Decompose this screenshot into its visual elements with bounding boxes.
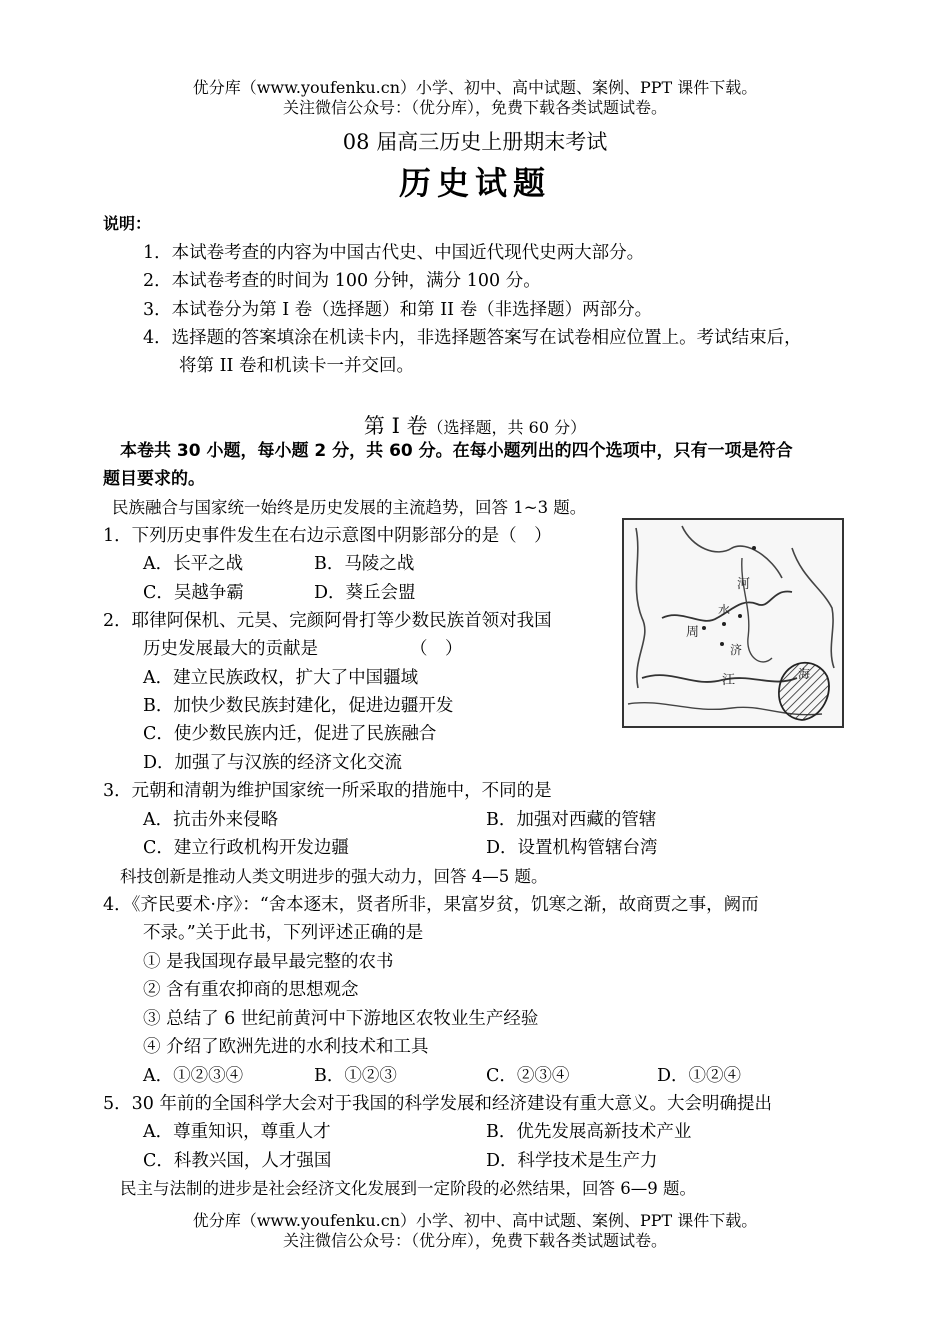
q2-option-a: A．建立民族政权，扩大了中国疆域 [143, 668, 419, 688]
section-intro-2: 题目要求的。 [103, 469, 205, 489]
section-intro-1: 本卷共 30 小题，每小题 2 分，共 60 分。在每小题列出的四个选项中，只有一项是符合 [120, 441, 793, 461]
q4-option-c: C．②③④ [486, 1066, 570, 1086]
q2-answer-paren: （ ） [410, 639, 463, 659]
group-3-intro: 民主与法制的进步是社会经济文化发展到一定阶段的必然结果，回答 6—9 题。 [120, 1179, 696, 1198]
q4-statement-2: ② 含有重农抑商的思想观念 [143, 980, 359, 1000]
map-dot [752, 546, 756, 550]
exam-title: 历史试题 [398, 164, 551, 202]
exam-subtitle: 08 届高三历史上册期末考试 [342, 130, 608, 154]
map-dot [738, 614, 742, 618]
q3-option-d: D．设置机构管辖台湾 [486, 838, 658, 858]
map-label-ji: 济 [730, 643, 743, 657]
note-item-4: 4．选择题的答案填涂在机读卡内，非选择题答案写在试卷相应位置上。考试结束后， [143, 328, 802, 348]
section-heading-sub: （选择题，共 60 分） [427, 418, 587, 437]
group-2-intro: 科技创新是推动人类文明进步的强大动力，回答 4—5 题。 [120, 867, 548, 886]
map-dot [722, 622, 726, 626]
q1-option-d: D．葵丘会盟 [314, 583, 416, 603]
q2-option-b: B．加快少数民族封建化，促进边疆开发 [143, 696, 454, 716]
q1-option-b: B．马陵之战 [314, 554, 415, 574]
note-item-1: 1．本试卷考查的内容为中国古代史、中国近代现代史两大部分。 [143, 243, 645, 263]
q5-option-b: B．优先发展高新技术产业 [486, 1122, 692, 1142]
q2-option-c: C．使少数民族内迁，促进了民族融合 [143, 724, 437, 744]
map-figure [622, 518, 844, 728]
q4-stem-2: 不录。”关于此书，下列评述正确的是 [143, 923, 424, 943]
q2-option-d: D．加强了与汉族的经济文化交流 [143, 753, 403, 773]
q3-option-a: A．抗击外来侵略 [143, 810, 279, 830]
map-label-hai: 海 [798, 667, 811, 681]
q5-option-a: A．尊重知识，尊重人才 [143, 1122, 331, 1142]
notes-label: 说明： [103, 214, 152, 233]
q2-stem-2: 历史发展最大的贡献是 [143, 639, 318, 659]
q1-option-a: A．长平之战 [143, 554, 244, 574]
q4-stem-1: 4．《齐民要术·序》：“舍本逐末，贤者所非，果富岁贫，饥寒之渐，故商贾之事，阙而 [103, 895, 759, 915]
q4-statement-1: ① 是我国现存最早最完整的农书 [143, 952, 394, 972]
q4-option-d: D．①②④ [657, 1066, 742, 1086]
q4-statement-3: ③ 总结了 6 世纪前黄河中下游地区农牧业生产经验 [143, 1009, 539, 1029]
footer-line-1: 优分库（www.youfenku.cn）小学、初中、高中试题、案例、PPT 课件下载。 [192, 1211, 758, 1230]
group-1-intro: 民族融合与国家统一始终是历史发展的主流趋势，回答 1~3 题。 [112, 498, 587, 517]
map-dot [702, 626, 706, 630]
q1-option-c: C．吴越争霸 [143, 583, 244, 603]
section-heading [0, 410, 950, 440]
map-svg [622, 518, 844, 728]
q4-statement-4: ④ 介绍了欧洲先进的水利技术和工具 [143, 1037, 429, 1057]
q1-stem: 1．下列历史事件发生在右边示意图中阴影部分的是（ ） [103, 526, 552, 546]
section-heading-main: 第 I 卷 [363, 414, 428, 438]
footer-line-2: 关注微信公众号：（优分库），免费下载各类试题试卷。 [282, 1231, 667, 1250]
note-item-4-cont: 将第 II 卷和机读卡一并交回。 [179, 356, 414, 376]
map-label-jiang: 江 [722, 673, 736, 688]
map-label-shui: 水 [718, 603, 731, 617]
map-dot [720, 642, 724, 646]
header-line-1: 优分库（www.youfenku.cn）小学、初中、高中试题、案例、PPT 课件下载。 [192, 78, 758, 97]
q4-option-a: A．①②③④ [143, 1066, 244, 1086]
q5-stem: 5．30 年前的全国科学大会对于我国的科学发展和经济建设有重大意义。大会明确提出 [103, 1094, 772, 1114]
q2-stem-1: 2．耶律阿保机、元昊、完颜阿骨打等少数民族首领对我国 [103, 611, 552, 631]
q3-stem: 3．元朝和清朝为维护国家统一所采取的措施中，不同的是 [103, 781, 552, 801]
q3-option-b: B．加强对西藏的管辖 [486, 810, 657, 830]
q5-option-c: C．科教兴国，人才强国 [143, 1151, 332, 1171]
note-item-3: 3．本试卷分为第 I 卷（选择题）和第 II 卷（非选择题）两部分。 [143, 300, 653, 320]
q5-option-d: D．科学技术是生产力 [486, 1151, 658, 1171]
q4-option-b: B．①②③ [314, 1066, 397, 1086]
note-item-2: 2．本试卷考查的时间为 100 分钟，满分 100 分。 [143, 271, 541, 291]
map-label-he: 河 [737, 577, 751, 592]
header-line-2: 关注微信公众号：（优分库），免费下载各类试题试卷。 [282, 98, 667, 117]
q3-option-c: C．建立行政机构开发边疆 [143, 838, 349, 858]
map-label-zhou: 周 [686, 625, 700, 640]
